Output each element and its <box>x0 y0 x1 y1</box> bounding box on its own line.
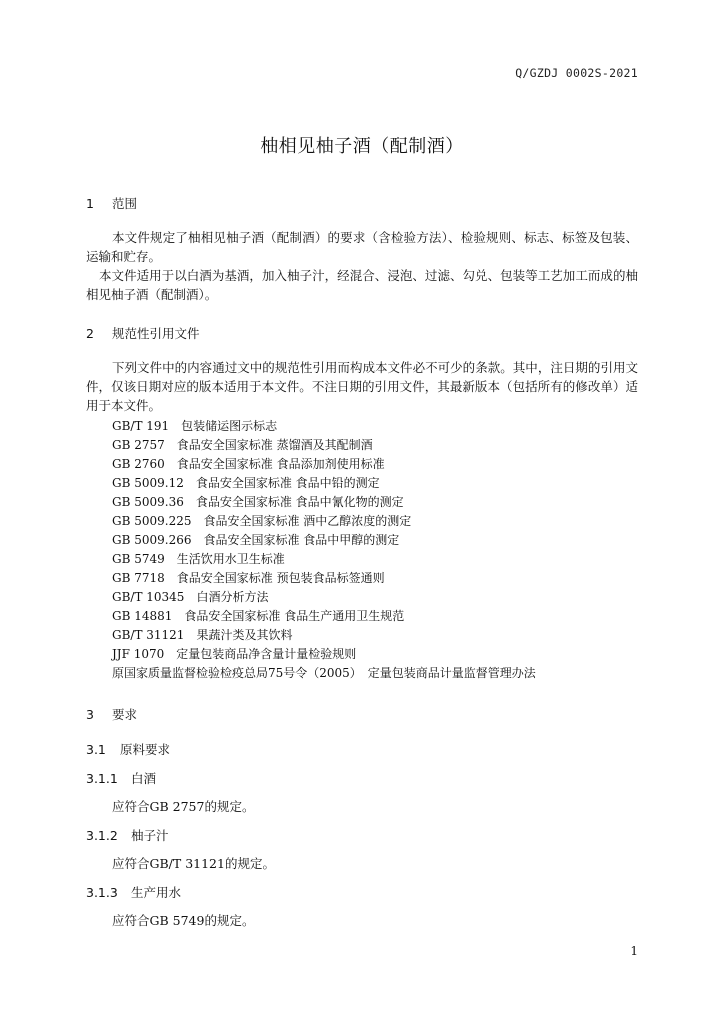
reference-item: GB 5009.266 食品安全国家标准 食品中甲醇的测定 <box>112 533 400 547</box>
reference-item: GB 2760 食品安全国家标准 食品添加剂使用标准 <box>112 457 385 471</box>
section-title: 白酒 <box>131 771 157 786</box>
reference-item: JJF 1070 定量包装商品净含量计量检验规则 <box>112 647 357 661</box>
section-3-1-1-heading <box>86 769 156 787</box>
section-number: 1 <box>86 196 94 211</box>
section-title: 规范性引用文件 <box>112 326 200 341</box>
scope-paragraph-2: 本文件适用于以白酒为基酒，加入柚子汁，经混合、浸泡、过滤、勾兑、包装等工艺加工而成的柚相见柚子酒（配制酒）。 <box>86 268 638 302</box>
section-1-heading <box>86 194 137 212</box>
page-number: 1 <box>630 944 638 958</box>
section-number: 3.1.3 <box>86 885 118 900</box>
document-title: 柚相见柚子酒（配制酒） <box>260 136 464 157</box>
reference-item: GB/T 10345 白酒分析方法 <box>112 590 269 604</box>
section-number: 2 <box>86 326 94 341</box>
reference-item: GB 5009.225 食品安全国家标准 酒中乙醇浓度的测定 <box>112 514 412 528</box>
reference-item: 原国家质量监督检验检疫总局75号令（2005） 定量包装商品计量监督管理办法 <box>112 666 536 680</box>
section-3-1-1-body: 应符合GB 2757的规定。 <box>112 799 255 814</box>
section-number: 3.1 <box>86 742 106 757</box>
section-3-1-3-body: 应符合GB 5749的规定。 <box>112 913 255 928</box>
reference-item: GB/T 191 包装储运图示标志 <box>112 419 278 433</box>
reference-item: GB 5749 生活饮用水卫生标准 <box>112 552 285 566</box>
section-title: 要求 <box>112 707 138 722</box>
reference-item: GB/T 31121 果蔬汁类及其饮料 <box>112 628 293 642</box>
section-number: 3.1.1 <box>86 771 118 786</box>
section-title: 生产用水 <box>131 885 182 900</box>
scope-paragraph-1: 本文件规定了柚相见柚子酒（配制酒）的要求（含检验方法）、检验规则、标志、标签及包装、运输和贮存。 <box>86 230 638 264</box>
reference-item: GB 2757 食品安全国家标准 蒸馏酒及其配制酒 <box>112 438 373 452</box>
section-3-1-2-heading <box>86 826 169 844</box>
section-title: 柚子汁 <box>131 828 169 843</box>
reference-item: GB 5009.12 食品安全国家标准 食品中铅的测定 <box>112 476 380 490</box>
section-3-1-heading <box>86 740 170 758</box>
reference-item: GB 14881 食品安全国家标准 食品生产通用卫生规范 <box>112 609 405 623</box>
section-title: 范围 <box>112 196 138 211</box>
section-3-1-2-body: 应符合GB/T 31121的规定。 <box>112 856 275 871</box>
section-3-1-3-heading <box>86 883 181 901</box>
section-number: 3 <box>86 707 94 722</box>
section-number: 3.1.2 <box>86 828 118 843</box>
section-2-heading <box>86 324 200 342</box>
standard-code: Q/GZDJ 0002S-2021 <box>515 66 638 80</box>
reference-item: GB 7718 食品安全国家标准 预包装食品标签通则 <box>112 571 385 585</box>
reference-item: GB 5009.36 食品安全国家标准 食品中氰化物的测定 <box>112 495 404 509</box>
section-title: 原料要求 <box>120 742 171 757</box>
references-intro: 下列文件中的内容通过文中的规范性引用而构成本文件必不可少的条款。其中，注日期的引用文件，仅该日期对应的版本适用于本文件。不注日期的引用文件，其最新版本（包括所有的修改单）适用于本文件。 <box>86 360 638 413</box>
section-3-heading <box>86 705 137 723</box>
